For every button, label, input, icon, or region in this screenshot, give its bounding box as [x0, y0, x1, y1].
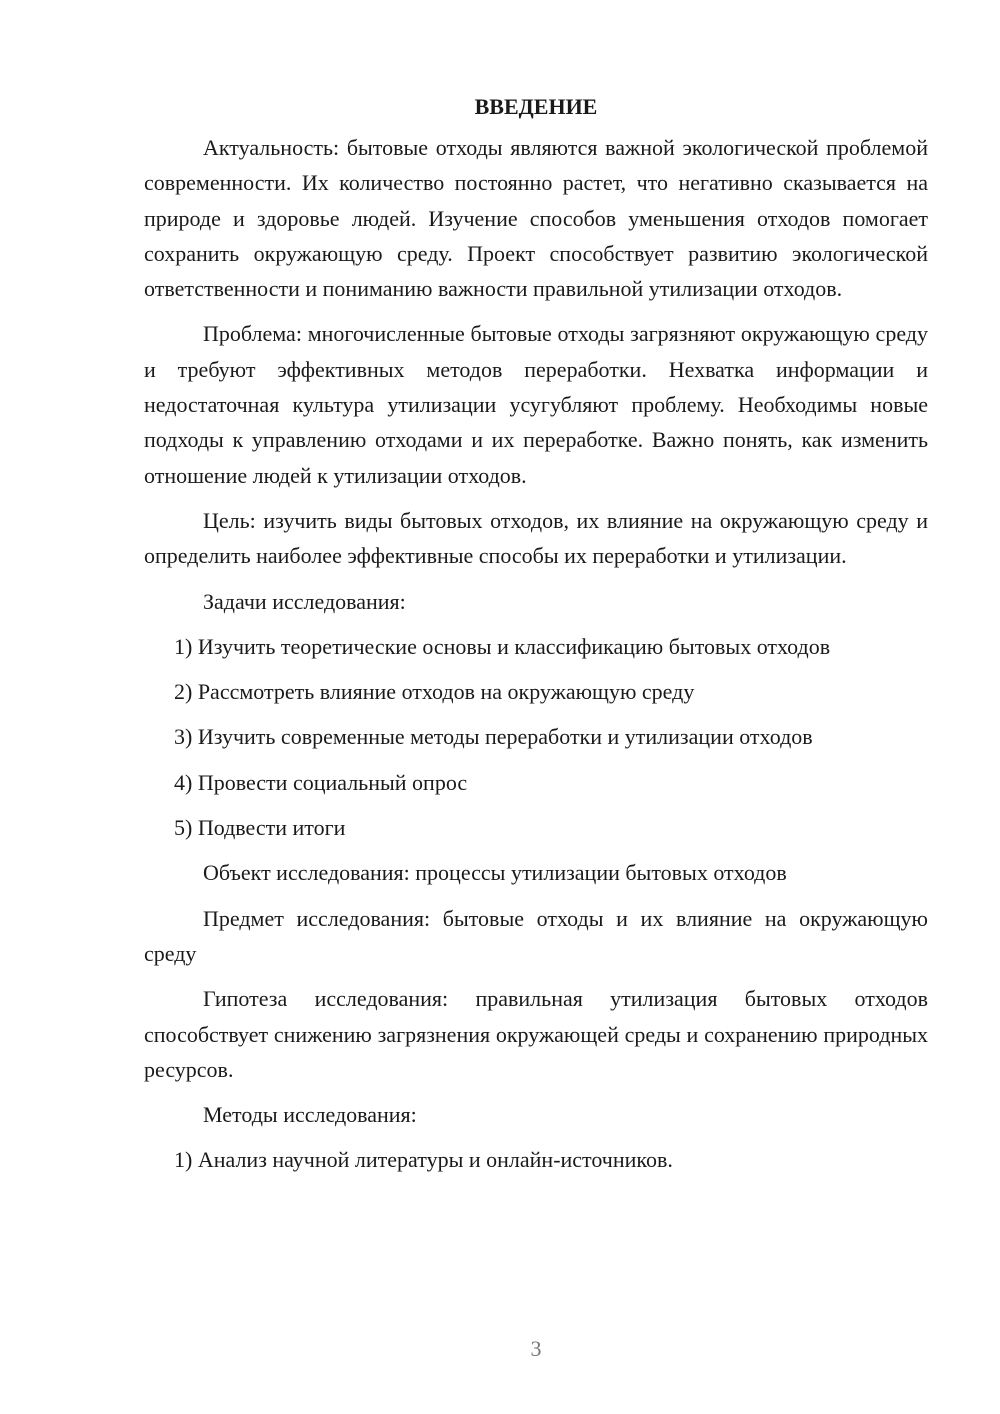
hypothesis-paragraph: Гипотеза исследования: правильная утилизация бытовых отходов способствует снижению загрязнения окружающей среды и сохранению природных ресурсов. [144, 986, 928, 1082]
tasks-list [144, 629, 928, 845]
tasks-heading: Задачи исследования: [203, 588, 406, 614]
subject-paragraph: Предмет исследования: бытовые отходы и их влияние на окружающую среду [144, 905, 928, 966]
list-item: 3) Изучить современные методы переработки и утилизации отходов [174, 724, 813, 750]
object-paragraph: Объект исследования: процессы утилизации бытовых отходов [203, 860, 787, 886]
methods-heading: Методы исследования: [203, 1102, 417, 1128]
list-item: 1) Изучить теоретические основы и классификацию бытовых отходов [174, 633, 831, 659]
methods-list [144, 1142, 928, 1177]
goal-paragraph: Цель: изучить виды бытовых отходов, их влияние на окружающую среду и определить наиболее эффективные способы их переработки и утилизации. [144, 507, 928, 569]
page-title: ВВЕДЕНИЕ [474, 94, 598, 119]
list-item: 4) Провести социальный опрос [174, 769, 468, 795]
page-number: 3 [530, 1336, 542, 1361]
list-item: 2) Рассмотреть влияние отходов на окружающую среду [174, 679, 695, 705]
document-page [144, 92, 928, 1188]
list-item: 1) Анализ научной литературы и онлайн-источников. [174, 1147, 673, 1173]
list-item: 5) Подвести итоги [174, 815, 346, 841]
problem-paragraph: Проблема: многочисленные бытовые отходы загрязняют окружающую среду и требуют эффективных методов переработки. Нехватка информации и недостаточная культура утилизации усугубляют проблему. Необходимы новые подходы к управлению отходами и их переработке. Важно понять, как изменить отношение людей к утилизации отходов. [144, 321, 928, 488]
relevance-paragraph: Актуальность: бытовые отходы являются важной экологической проблемой современности. Их количество постоянно растет, что негативно сказывается на природе и здоровье людей. Изучение способов уменьшения отходов помогает сохранить окружающую среду. Проект способствует развитию экологической ответственности и пониманию важности правильной утилизации отходов. [144, 135, 928, 302]
